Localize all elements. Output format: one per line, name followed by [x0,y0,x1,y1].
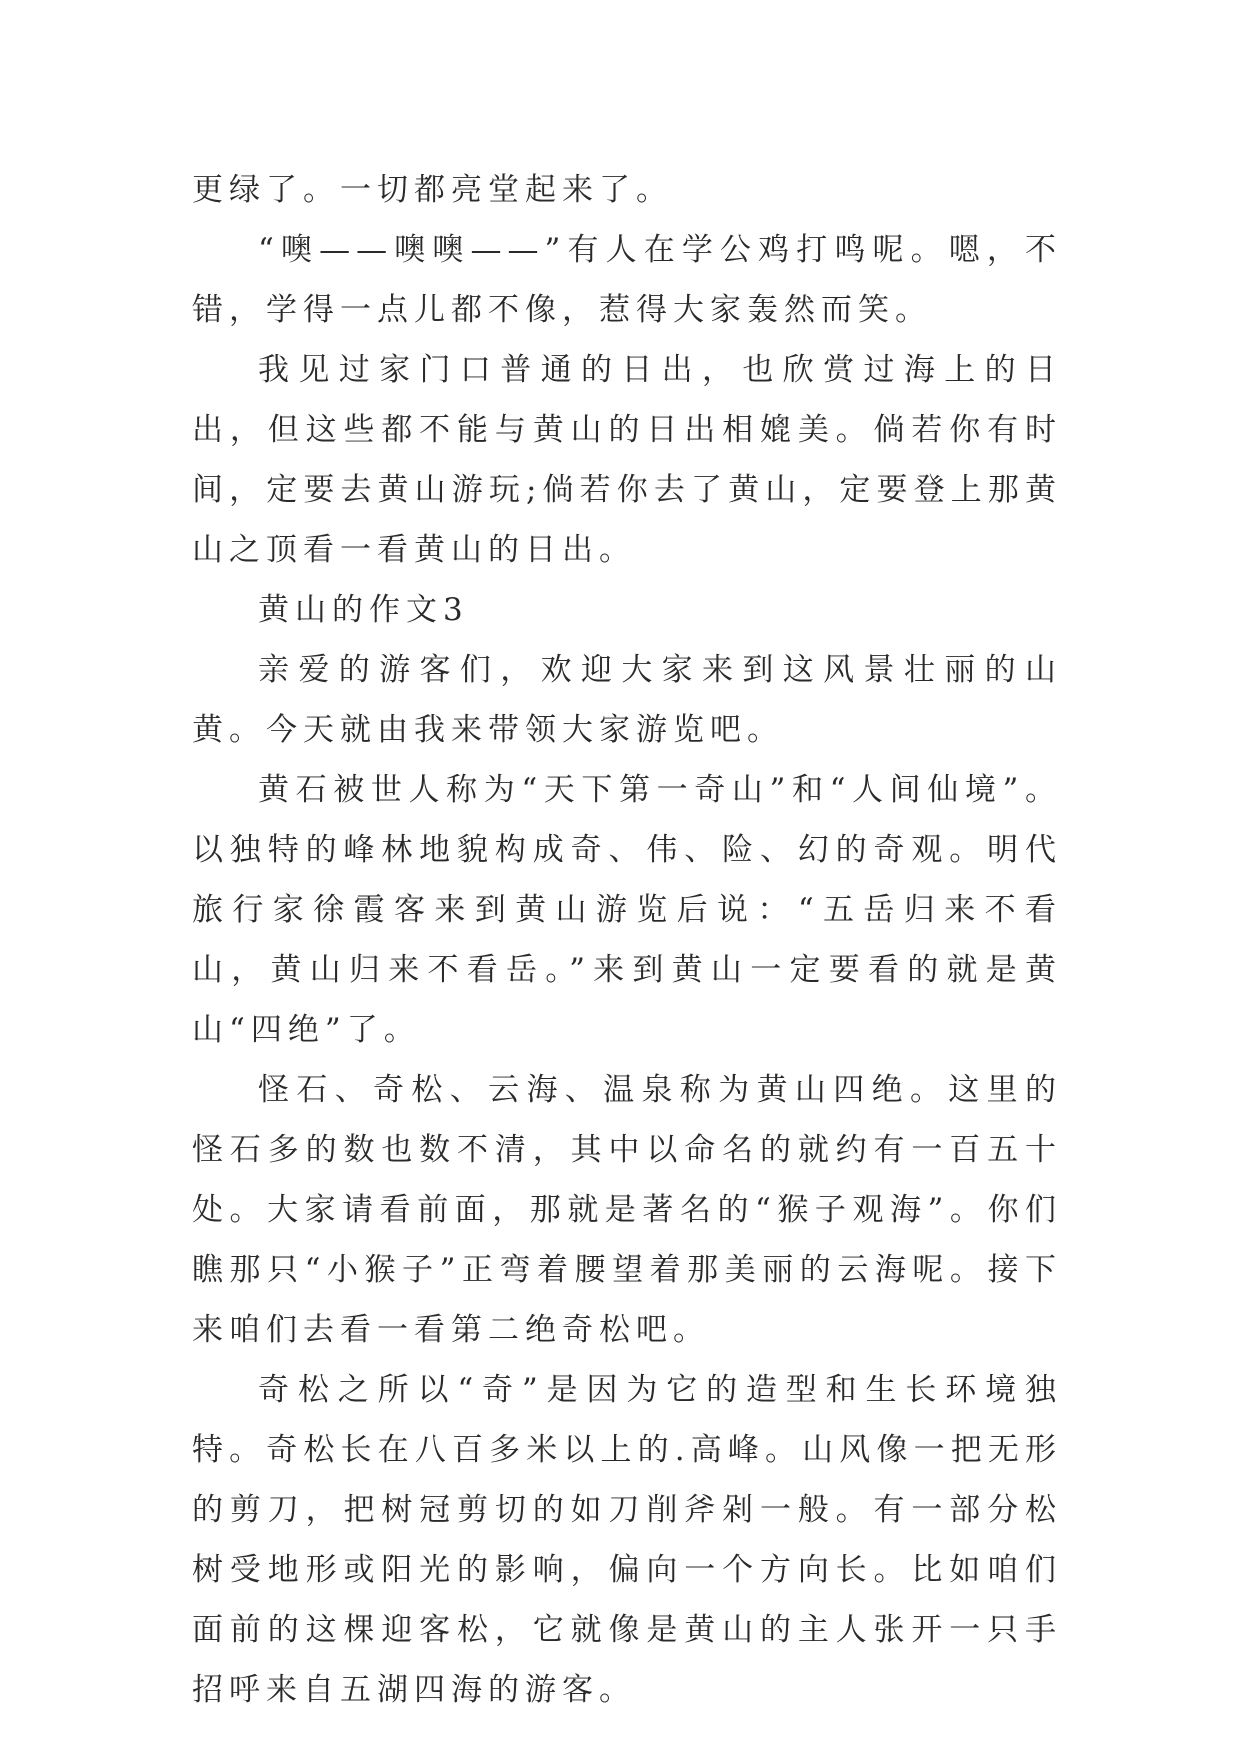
section-heading: 黄山的作文3 [258,592,469,628]
document-body [192,160,1062,1720]
paragraph-5: 亲爱的游客们，欢迎大家来到这风景壮丽的山黄。今天就由我来带领大家游览吧。 [192,652,1062,748]
paragraph-8: 奇松之所以“奇”是因为它的造型和生长环境独特。奇松长在八百多米以上的.高峰。山风像一把无形的剪刀，把树冠剪切的如刀削斧剁一般。有一部分松树受地形或阳光的影响，偏向一个方向长。比如咱们面前的这棵迎客松，它就像是黄山的主人张开一只手招呼来自五湖四海的游客。 [192,1372,1062,1708]
paragraph-1: 更绿了。一切都亮堂起来了。 [192,172,673,208]
paragraph-3: 我见过家门口普通的日出，也欣赏过海上的日出，但这些都不能与黄山的日出相媲美。倘若你有时间，定要去黄山游玩;倘若你去了黄山，定要登上那黄山之顶看一看黄山的日出。 [192,352,1062,568]
paragraph-7: 怪石、奇松、云海、温泉称为黄山四绝。这里的怪石多的数也数不清，其中以命名的就约有一百五十处。大家请看前面，那就是著名的“猴子观海”。你们瞧那只“小猴子”正弯着腰望着那美丽的云海呢。接下来咱们去看一看第二绝奇松吧。 [192,1072,1062,1348]
paragraph-2: “噢——噢噢——”有人在学公鸡打鸣呢。嗯，不错，学得一点儿都不像，惹得大家轰然而笑。 [192,232,1062,328]
paragraph-6: 黄石被世人称为“天下第一奇山”和“人间仙境”。以独特的峰林地貌构成奇、伟、险、幻的奇观。明代旅行家徐霞客来到黄山游览后说：“五岳归来不看山，黄山归来不看岳。”来到黄山一定要看的就是黄山“四绝”了。 [192,772,1062,1048]
